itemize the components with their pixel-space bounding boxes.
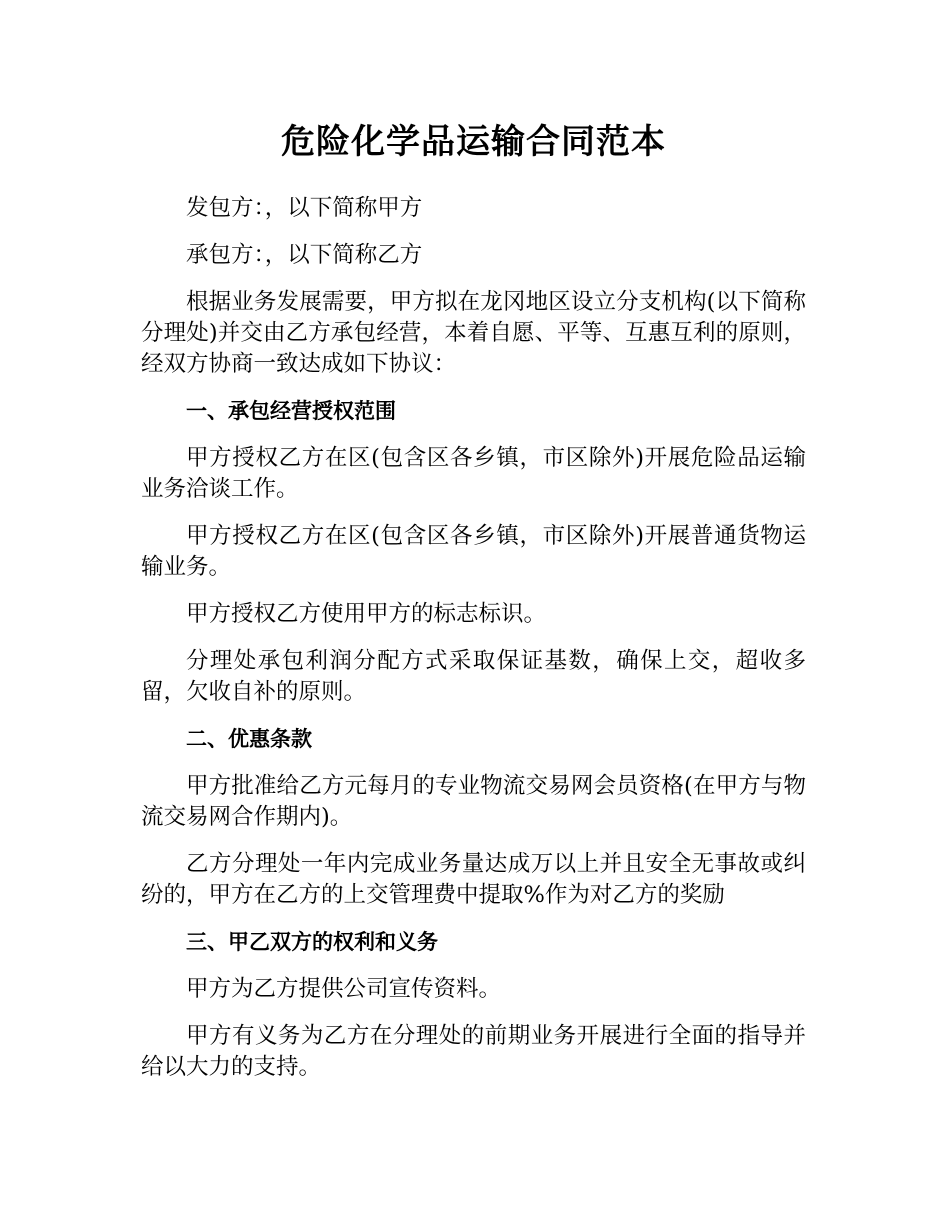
section-heading: 三、甲乙双方的权利和义务 (186, 930, 438, 954)
document-page (141, 118, 806, 1099)
document-title: 危险化学品运输合同范本 (281, 122, 666, 162)
section-3 (141, 927, 806, 1083)
party-b-line: 承包方：，以下简称乙方 (186, 242, 423, 268)
clause-paragraph: 甲方有义务为乙方在分理处的前期业务开展进行全面的指导并给以大力的支持。 (141, 1023, 806, 1080)
clause-paragraph: 甲方授权乙方在区(包含区各乡镇，市区除外)开展普通货物运输业务。 (141, 523, 806, 580)
clause-paragraph: 甲方批准给乙方元每月的专业物流交易网会员资格(在甲方与物流交易网合作期内)。 (141, 773, 806, 830)
section-1 (141, 396, 806, 708)
party-a-line: 发包方：，以下简称甲方 (186, 195, 423, 221)
clause-paragraph: 甲方授权乙方在区(包含区各乡镇，市区除外)开展危险品运输业务洽谈工作。 (141, 445, 806, 502)
clause-paragraph: 甲方为乙方提供公司宣传资料。 (186, 976, 502, 1002)
clause-paragraph: 分理处承包利润分配方式采取保证基数，确保上交，超收多留，欠收自补的原则。 (141, 648, 806, 705)
clause-paragraph: 乙方分理处一年内完成业务量达成万以上并且安全无事故或纠纷的，甲方在乙方的上交管理费中提取%作为对乙方的奖励 (141, 851, 806, 908)
section-heading: 二、优惠条款 (186, 727, 312, 751)
clause-paragraph: 甲方授权乙方使用甲方的标志标识。 (186, 601, 547, 627)
section-heading: 一、承包经营授权范围 (186, 399, 396, 423)
intro-paragraph: 根据业务发展需要，甲方拟在龙冈地区设立分支机构(以下简称分理处)并交由乙方承包经营，本着自愿、平等、互惠互利的原则，经双方协商一致达成如下协议： (141, 289, 806, 377)
section-2 (141, 724, 806, 911)
